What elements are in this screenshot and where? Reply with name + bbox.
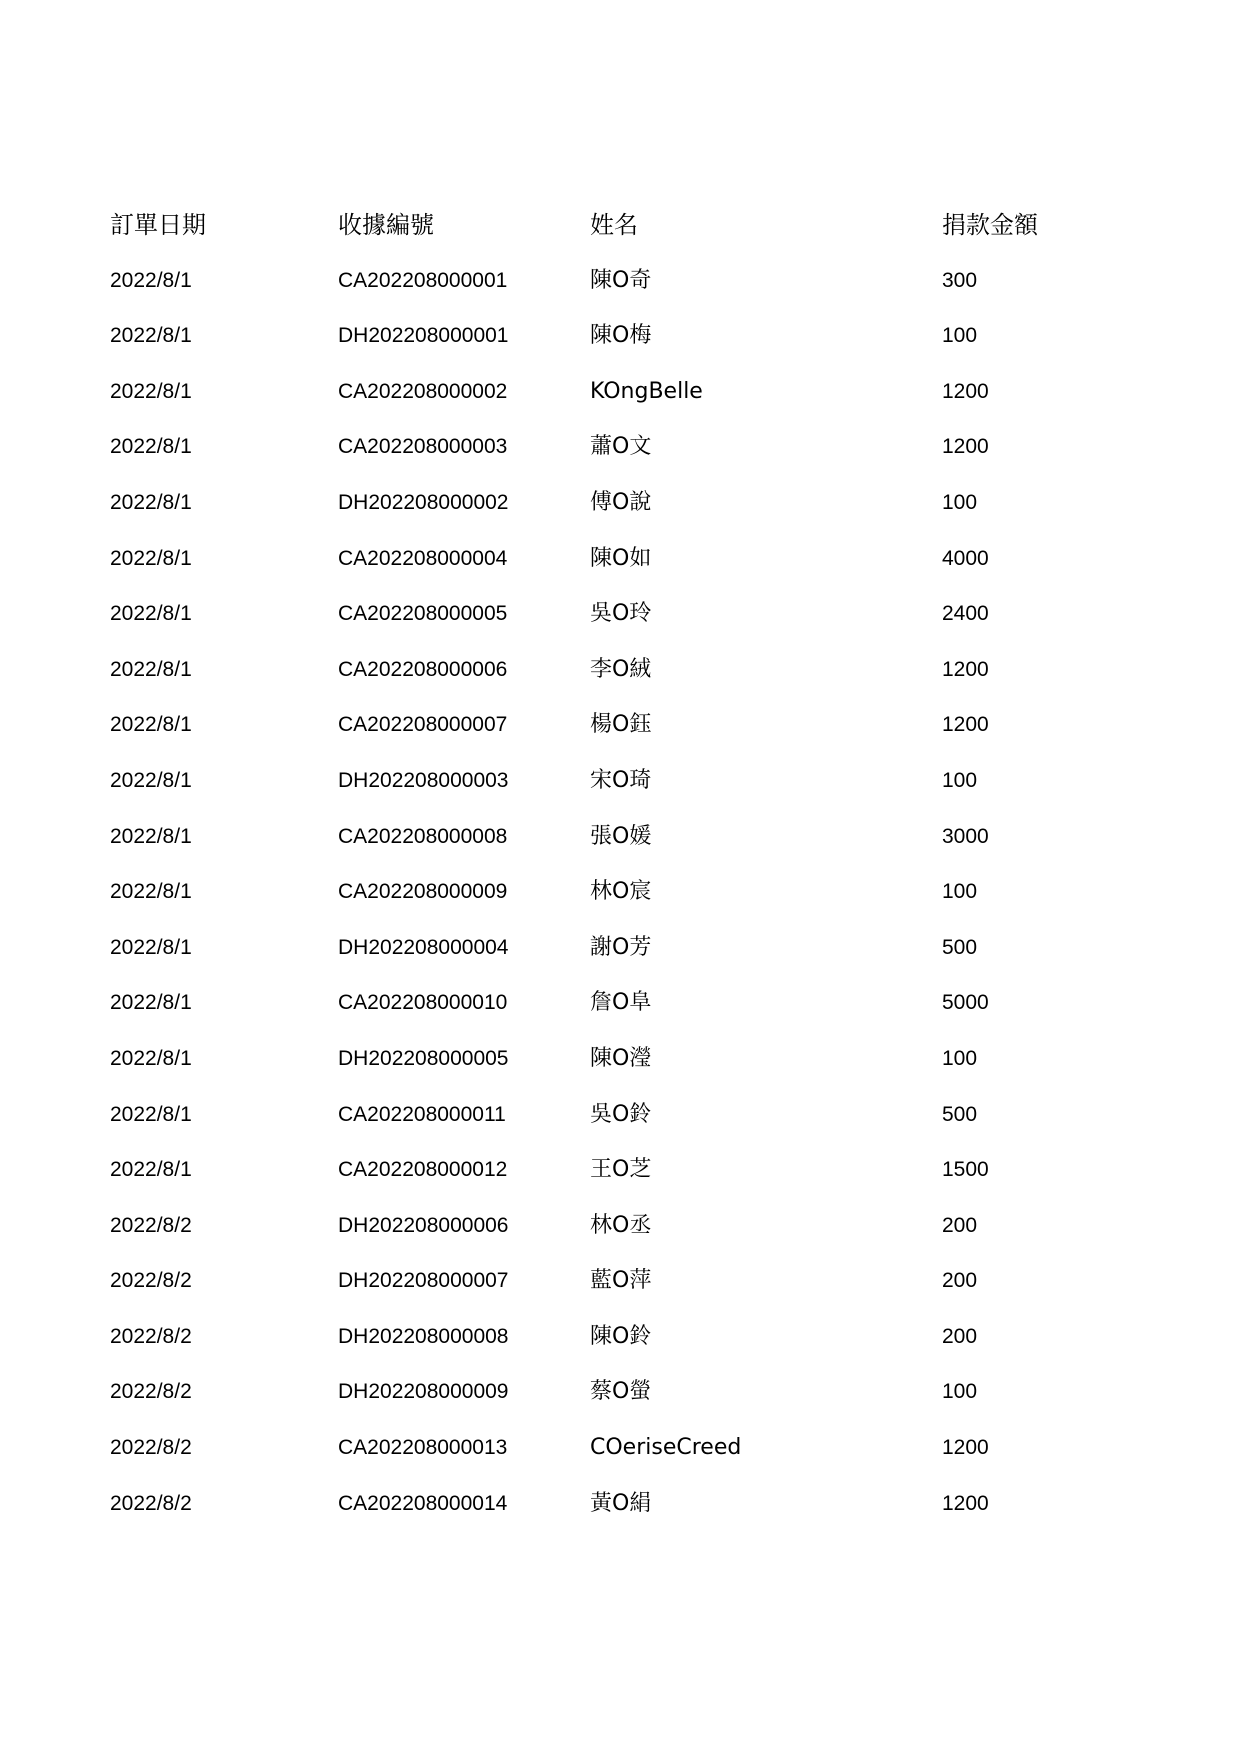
name-cell: COeriseCreed	[590, 1435, 742, 1461]
name-cell: 宋O琦	[590, 767, 652, 793]
receipt-number-cell: DH202208000002	[338, 490, 509, 514]
order-date-cell: 2022/8/2	[110, 1324, 192, 1348]
donation-amount-cell: 100	[942, 490, 978, 514]
order-date-cell: 2022/8/1	[110, 880, 192, 904]
order-date-cell: 2022/8/2	[110, 1213, 192, 1237]
name-cell: KOngBelle	[590, 378, 703, 404]
order-date-cell: 2022/8/2	[110, 1436, 192, 1460]
name-cell: 蕭O文	[590, 434, 652, 460]
receipt-number-cell: DH202208000001	[338, 324, 509, 348]
table-row	[110, 657, 1110, 713]
order-date-cell: 2022/8/1	[110, 1102, 192, 1126]
receipt-number-cell: CA202208000008	[338, 824, 508, 848]
receipt-number-cell: CA202208000003	[338, 435, 508, 459]
order-date-cell: 2022/8/1	[110, 268, 192, 292]
donation-amount-cell: 1200	[942, 1491, 989, 1515]
receipt-number-cell: CA202208000005	[338, 602, 508, 626]
name-cell: 謝O芳	[590, 934, 652, 960]
donation-table	[110, 212, 1110, 1546]
receipt-number-cell: DH202208000003	[338, 768, 509, 792]
table-row	[110, 1102, 1110, 1158]
table-row	[110, 879, 1110, 935]
receipt-number-cell: CA202208000006	[338, 657, 508, 681]
order-date-cell: 2022/8/2	[110, 1269, 192, 1293]
table-row	[110, 1268, 1110, 1324]
name-cell: 吳O鈴	[590, 1101, 652, 1127]
donation-amount-cell: 1500	[942, 1158, 989, 1182]
donation-amount-cell: 500	[942, 1102, 978, 1126]
order-date-cell: 2022/8/1	[110, 991, 192, 1015]
table-row	[110, 490, 1110, 546]
donation-amount-cell: 200	[942, 1269, 978, 1293]
table-row	[110, 990, 1110, 1046]
order-date-cell: 2022/8/1	[110, 490, 192, 514]
receipt-number-cell: DH202208000005	[338, 1046, 509, 1070]
order-date-cell: 2022/8/2	[110, 1380, 192, 1404]
name-cell: 李O絨	[590, 656, 652, 682]
name-cell: 陳O梅	[590, 323, 652, 349]
donation-amount-cell: 200	[942, 1324, 978, 1348]
name-cell: 林O丞	[590, 1212, 652, 1238]
donation-amount-cell: 1200	[942, 379, 989, 403]
donation-amount-cell: 1200	[942, 713, 989, 737]
table-row	[110, 546, 1110, 602]
name-cell: 傅O說	[590, 489, 652, 515]
order-date-cell: 2022/8/1	[110, 935, 192, 959]
table-row	[110, 268, 1110, 324]
table-row	[110, 1491, 1110, 1547]
donation-amount-cell: 100	[942, 880, 978, 904]
donation-amount-cell: 300	[942, 268, 978, 292]
donation-amount-cell: 100	[942, 768, 978, 792]
order-date-cell: 2022/8/1	[110, 824, 192, 848]
receipt-number-cell: CA202208000004	[338, 546, 508, 570]
table-header	[110, 212, 1110, 268]
name-cell: 藍O萍	[590, 1268, 652, 1294]
receipt-number-cell: CA202208000012	[338, 1158, 508, 1182]
name-cell: 陳O如	[590, 545, 652, 571]
table-body	[110, 268, 1110, 1547]
table-row	[110, 323, 1110, 379]
header-row	[110, 212, 1110, 268]
receipt-number-cell: CA202208000014	[338, 1491, 508, 1515]
name-cell: 張O媛	[590, 823, 652, 849]
name-cell: 陳O瀅	[590, 1045, 652, 1071]
receipt-number-cell: CA202208000002	[338, 379, 508, 403]
table-row	[110, 935, 1110, 991]
order-date-cell: 2022/8/1	[110, 657, 192, 681]
order-date-cell: 2022/8/1	[110, 379, 192, 403]
name-cell: 陳O鈴	[590, 1323, 652, 1349]
order-date-cell: 2022/8/1	[110, 1046, 192, 1070]
table-row	[110, 1157, 1110, 1213]
name-cell: 林O宸	[590, 879, 652, 905]
name-cell: 蔡O螢	[590, 1379, 652, 1405]
order-date-cell: 2022/8/1	[110, 546, 192, 570]
order-date-cell: 2022/8/1	[110, 768, 192, 792]
table-row	[110, 1213, 1110, 1269]
order-date-cell: 2022/8/1	[110, 435, 192, 459]
donation-amount-cell: 100	[942, 1380, 978, 1404]
receipt-number-cell: DH202208000007	[338, 1269, 509, 1293]
table-row	[110, 824, 1110, 880]
donation-amount-cell: 4000	[942, 546, 989, 570]
receipt-number-cell: CA202208000009	[338, 880, 508, 904]
header-order-date: 訂單日期	[110, 212, 206, 239]
table-row	[110, 712, 1110, 768]
table-row	[110, 434, 1110, 490]
name-cell: 吳O玲	[590, 601, 652, 627]
table-row	[110, 1379, 1110, 1435]
donation-amount-cell: 1200	[942, 1436, 989, 1460]
order-date-cell: 2022/8/1	[110, 713, 192, 737]
order-date-cell: 2022/8/2	[110, 1491, 192, 1515]
table-row	[110, 1435, 1110, 1491]
donation-amount-cell: 5000	[942, 991, 989, 1015]
donation-amount-cell: 1200	[942, 435, 989, 459]
name-cell: 陳O奇	[590, 267, 652, 293]
name-cell: 詹O阜	[590, 990, 652, 1016]
receipt-number-cell: CA202208000011	[338, 1102, 506, 1126]
donation-amount-cell: 3000	[942, 824, 989, 848]
donation-amount-cell: 500	[942, 935, 978, 959]
receipt-number-cell: DH202208000004	[338, 935, 509, 959]
name-cell: 王O芝	[590, 1157, 652, 1183]
receipt-number-cell: DH202208000008	[338, 1324, 509, 1348]
name-cell: 楊O鈺	[590, 712, 652, 738]
receipt-number-cell: DH202208000006	[338, 1213, 509, 1237]
receipt-number-cell: CA202208000007	[338, 713, 508, 737]
header-donation-amount: 捐款金額	[942, 212, 1038, 239]
table-row	[110, 379, 1110, 435]
receipt-number-cell: CA202208000013	[338, 1436, 508, 1460]
donation-amount-cell: 100	[942, 1046, 978, 1070]
header-name: 姓名	[590, 212, 638, 239]
name-cell: 黃O絹	[590, 1490, 652, 1516]
order-date-cell: 2022/8/1	[110, 602, 192, 626]
table-row	[110, 1046, 1110, 1102]
receipt-number-cell: CA202208000001	[338, 268, 508, 292]
table-row	[110, 768, 1110, 824]
donation-amount-cell: 200	[942, 1213, 978, 1237]
order-date-cell: 2022/8/1	[110, 324, 192, 348]
receipt-number-cell: CA202208000010	[338, 991, 508, 1015]
donation-amount-cell: 2400	[942, 602, 989, 626]
header-receipt-number: 收據編號	[338, 212, 434, 239]
table-row	[110, 1324, 1110, 1380]
donation-amount-cell: 100	[942, 324, 978, 348]
order-date-cell: 2022/8/1	[110, 1158, 192, 1182]
donation-amount-cell: 1200	[942, 657, 989, 681]
receipt-number-cell: DH202208000009	[338, 1380, 509, 1404]
table-row	[110, 601, 1110, 657]
